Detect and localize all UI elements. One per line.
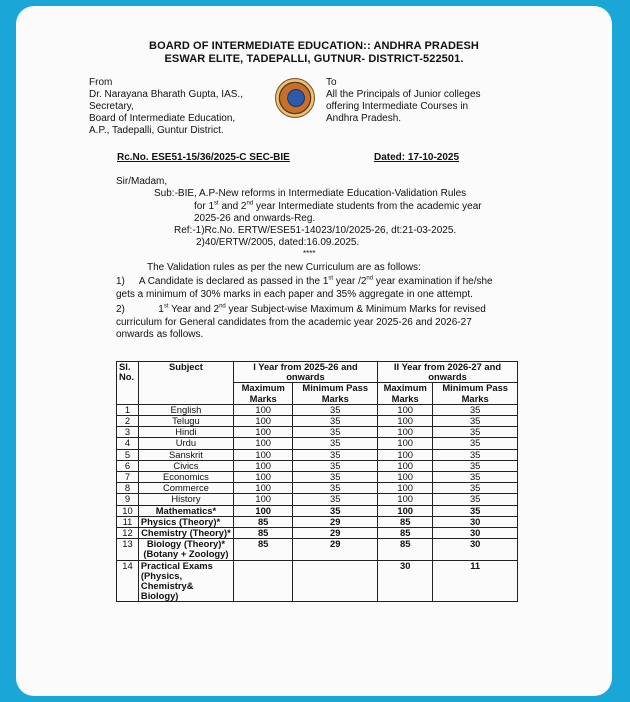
table-row: 10 Mathematics* 100 35 100 35 xyxy=(117,505,518,516)
subject-line1: Sub:-BIE, A.P-New reforms in Intermediate Education-Validation Rules xyxy=(154,188,467,199)
table-row: 4 Urdu 100 35 100 35 xyxy=(117,438,518,449)
table-row: 6 Civics 100 35 100 35 xyxy=(117,460,518,471)
table-row: 8 Commerce 100 35 100 35 xyxy=(117,483,518,494)
header-year1: I Year from 2025-26 and onwards xyxy=(233,362,377,383)
reference-2: 2)40/ERTW/2005, dated:16.09.2025. xyxy=(196,237,360,248)
to-line3: Andhra Pradesh. xyxy=(326,113,402,124)
header-y1-min: Minimum Pass Marks xyxy=(293,383,378,404)
table-row: 11 Physics (Theory)* 85 29 85 30 xyxy=(117,516,518,527)
to-label: To xyxy=(326,77,337,88)
rule-2-line3: onwards as follows. xyxy=(116,329,204,340)
rule-2: 2) 1st Year and 2nd year Subject-wise Maximum & Minimum Marks for revised xyxy=(116,303,486,315)
subject-line3: 2025-26 and onwards-Reg. xyxy=(194,213,316,224)
header-year2: II Year from 2026-27 and onwards xyxy=(378,362,518,383)
to-line2: offering Intermediate Courses in xyxy=(326,101,469,112)
table-row: 12 Chemistry (Theory)* 85 29 85 30 xyxy=(117,528,518,539)
header-y2-max: Maximum Marks xyxy=(378,383,433,404)
table-row: 1 English 100 35 100 35 xyxy=(117,404,518,415)
document-page xyxy=(16,6,612,696)
header-y2-min: Minimum Pass Marks xyxy=(433,383,518,404)
reference-1: Ref:-1)Rc.No. ERTW/ESE51-14023/10/2025-26, dt:21-03-2025. xyxy=(174,225,457,236)
separator-stars: **** xyxy=(303,249,316,258)
header-subject: Subject xyxy=(138,362,233,405)
from-office: Board of Intermediate Education, xyxy=(89,113,236,124)
to-block xyxy=(326,77,481,125)
to-line1: All the Principals of Junior colleges xyxy=(326,89,481,100)
table-row: 5 Sanskrit 100 35 100 35 xyxy=(117,449,518,460)
header-sl: Sl. No. xyxy=(117,362,139,405)
table-row: 14 Practical Exams (Physics, Chemistry& Biology) 30 11 xyxy=(117,560,518,602)
table-row: 7 Economics 100 35 100 35 xyxy=(117,472,518,483)
intro-text: The Validation rules as per the new Curriculum are as follows: xyxy=(147,262,421,273)
from-label: From xyxy=(89,77,113,88)
marks-table xyxy=(116,361,518,602)
header-y1-max: Maximum Marks xyxy=(233,383,293,404)
salutation: Sir/Madam, xyxy=(116,176,168,187)
reference-number: Rc.No. ESE51-15/36/2025-C SEC-BIE xyxy=(117,152,290,163)
board-seal-logo xyxy=(275,78,315,118)
table-row: 9 History 100 35 100 35 xyxy=(117,494,518,505)
from-name: Dr. Narayana Bharath Gupta, IAS., xyxy=(89,89,243,100)
rule-1-line2: gets a minimum of 30% marks in each paper and 35% aggregate in one attempt. xyxy=(116,289,473,300)
table-row: 13 Biology (Theory)* (Botany + Zoology) 85 29 85 30 xyxy=(117,539,518,560)
from-block xyxy=(89,77,243,137)
board-title: BOARD OF INTERMEDIATE EDUCATION:: ANDHRA PRADESH xyxy=(149,40,479,52)
subject-line2: for 1st and 2nd year Intermediate students from the academic year xyxy=(194,200,482,212)
table-row: 3 Hindi 100 35 100 35 xyxy=(117,427,518,438)
table-row: 2 Telugu 100 35 100 35 xyxy=(117,416,518,427)
from-address: A.P., Tadepalli, Guntur District. xyxy=(89,125,224,136)
rule-1: 1) A Candidate is declared as passed in the 1st year /2nd year examination if he/she xyxy=(116,275,493,287)
rule-2-line2: curriculum for General candidates from the academic year 2025-26 and 2026-27 xyxy=(116,317,472,328)
from-designation: Secretary, xyxy=(89,101,134,112)
dated: Dated: 17-10-2025 xyxy=(374,152,460,163)
board-address: ESWAR ELITE, TADEPALLI, GUTNUR- DISTRICT-522501. xyxy=(164,53,464,65)
